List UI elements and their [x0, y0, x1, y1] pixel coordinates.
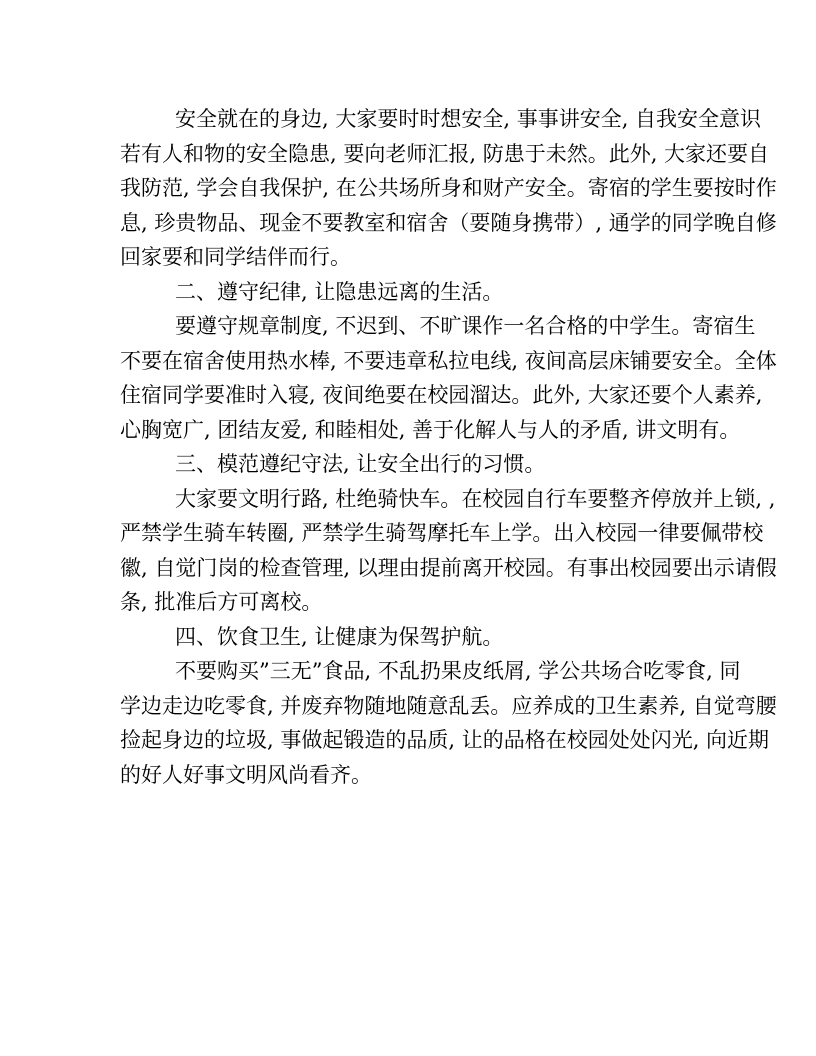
text-line: 我防范, 学会自我保护, 在公共场所身和财产安全。寄宿的学生要按时作 [120, 176, 777, 200]
text-line: 息, 珍贵物品、现金不要教室和宿舍（要随身携带）, 通学的同学晚自修 [120, 210, 777, 235]
text-line: 条, 批准后方可离校。 [120, 590, 323, 614]
text-line: 徽, 自觉门岗的检查管理, 以理由提前离开校园。有事出校园要出示请假 [120, 555, 777, 580]
text-line: 心胸宽广, 团结友爱, 和睦相处, 善于化解人与人的矛盾, 讲文明有。 [120, 417, 741, 442]
text-line: 若有人和物的安全隐患, 要向老师汇报, 防患于未然。此外, 大家还要自 [120, 141, 770, 166]
text-line: 回家要和同学结伴而行。 [120, 245, 351, 269]
text-line: 大家要文明行路, 杜绝骑快车。在校园自行车要整齐停放并上锁, , [175, 486, 776, 511]
text-line: 安全就在的身边, 大家要时时想安全, 事事讲安全, 自我安全意识 [175, 107, 762, 131]
text-line: 严禁学生骑车转圈, 严禁学生骑驾摩托车上学。出入校园一律要佩带校 [120, 521, 764, 545]
text-line: 四、饮食卫生, 让健康为保驾护航。 [175, 624, 504, 649]
text-line: 要遵守规章制度, 不迟到、不旷课作一名合格的中学生。寄宿生 [175, 314, 756, 338]
text-line: 住宿同学要准时入寝, 夜间绝要在校园溜达。此外, 大家还要个人素养, [120, 383, 763, 407]
text-line: 的好人好事文明风尚看齐。 [120, 762, 372, 787]
text-line: 捡起身边的垃圾, 事做起锻造的品质, 让的品格在校园处处闪光, 向近期 [120, 728, 770, 752]
text-line: 不要在宿舍使用热水棒, 不要违章私拉电线, 夜间高层床铺要安全。全体 [120, 348, 777, 373]
document-body [120, 102, 777, 792]
text-line: 三、模范遵纪守法, 让安全出行的习惯。 [175, 452, 546, 476]
text-line: 不要购买”三无”食品, 不乱扔果皮纸屑, 学公共场合吃零食, 同 [175, 659, 741, 683]
text-line: 学边走边吃零食, 并废弃物随地随意乱丢。应养成的卫生素养, 自觉弯腰 [120, 693, 777, 718]
text-line: 二、遵守纪律, 让隐患远离的生活。 [175, 279, 504, 304]
